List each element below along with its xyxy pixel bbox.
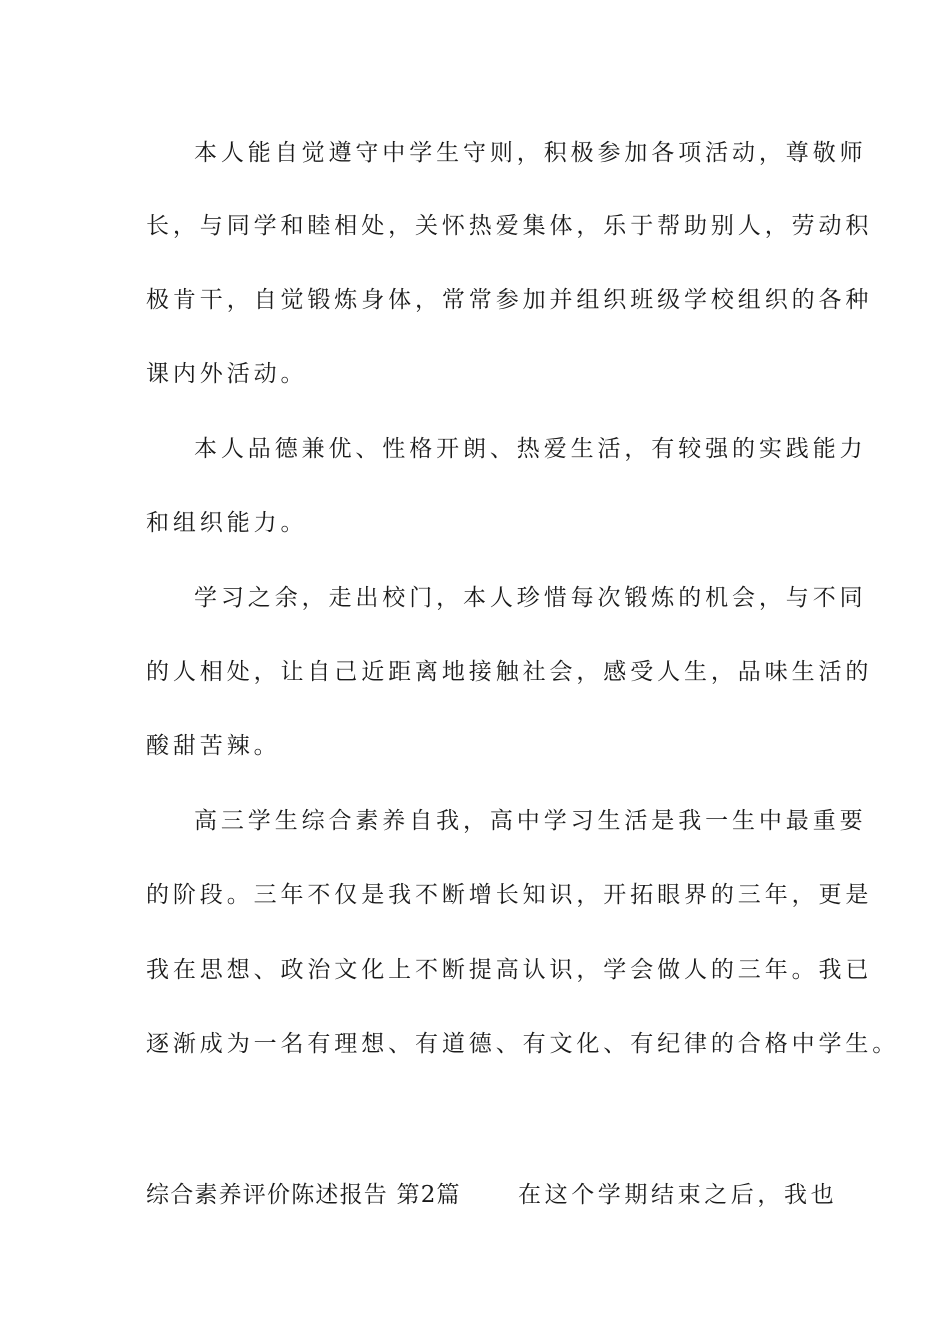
paragraph-4-line-4: 逐渐成为一名有理想、有道德、有文化、有纪律的合格中学生。 <box>146 1031 900 1057</box>
paragraph-2-line-1: 本人品德兼优、性格开朗、热爱生活，有较强的实践能力 <box>194 436 867 462</box>
paragraph-1-line-4: 课内外活动。 <box>146 361 308 387</box>
next-section-title: 综合素养评价陈述报告 第2篇 <box>146 1182 461 1208</box>
paragraph-1-line-2: 长，与同学和睦相处，关怀热爱集体，乐于帮助别人，劳动积 <box>146 213 873 239</box>
paragraph-3-line-2: 的人相处，让自己近距离地接触社会，感受人生，品味生活的 <box>146 659 873 685</box>
next-section-continuation: 在这个学期结束之后，我也 <box>518 1182 838 1208</box>
paragraph-3-line-1: 学习之余，走出校门，本人珍惜每次锻炼的机会，与不同 <box>194 585 867 611</box>
paragraph-1-line-1: 本人能自觉遵守中学生守则，积极参加各项活动，尊敬师 <box>194 140 867 166</box>
paragraph-3-line-3: 酸甜苦辣。 <box>146 733 281 759</box>
paragraph-4-line-1: 高三学生综合素养自我，高中学习生活是我一生中最重要 <box>194 808 867 834</box>
paragraph-1-line-3: 极肯干，自觉锻炼身体，常常参加并组织班级学校组织的各种 <box>146 287 873 313</box>
paragraph-4-line-3: 我在思想、政治文化上不断提高认识，学会做人的三年。我已 <box>146 957 873 983</box>
paragraph-4-line-2: 的阶段。三年不仅是我不断增长知识，开拓眼界的三年，更是 <box>146 882 873 908</box>
paragraph-2-line-2: 和组织能力。 <box>146 510 308 536</box>
